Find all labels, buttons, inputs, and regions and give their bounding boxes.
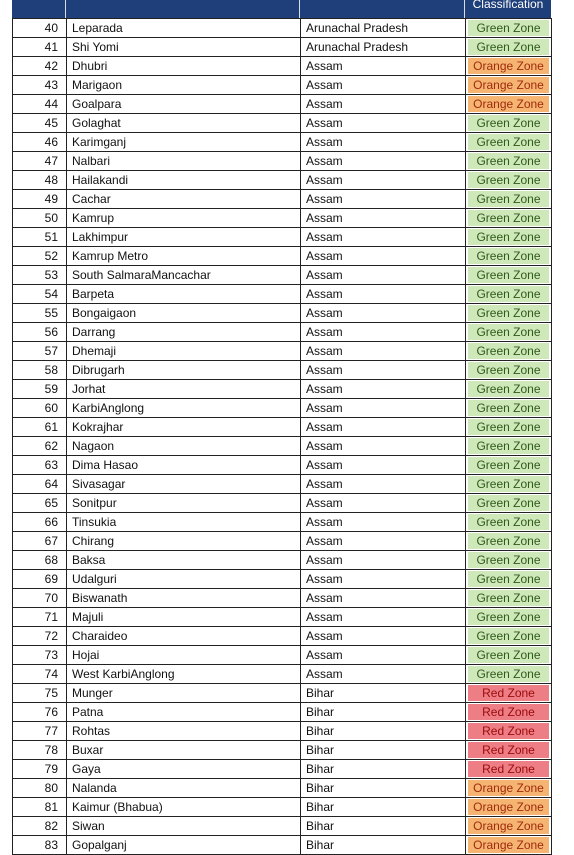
table-row	[13, 646, 552, 665]
zone-badge: Green Zone	[468, 628, 549, 644]
zone-badge: Green Zone	[468, 115, 549, 131]
zone-badge: Green Zone	[468, 362, 549, 378]
zone-badge: Green Zone	[468, 20, 549, 36]
district-name: Barpeta	[67, 285, 301, 304]
zone-cell	[466, 209, 552, 228]
table-row	[13, 209, 552, 228]
zone-badge: Green Zone	[468, 324, 549, 340]
district-name: Nalanda	[67, 779, 301, 798]
zone-badge: Red Zone	[468, 742, 549, 758]
table-row	[13, 456, 552, 475]
state-name: Bihar	[301, 798, 466, 817]
district-name: Tinsukia	[67, 513, 301, 532]
table-row	[13, 741, 552, 760]
state-name: Assam	[301, 380, 466, 399]
state-name: Assam	[301, 171, 466, 190]
zone-badge: Green Zone	[468, 286, 549, 302]
table-row	[13, 627, 552, 646]
table-row	[13, 817, 552, 836]
district-name: Sivasagar	[67, 475, 301, 494]
zone-cell	[466, 684, 552, 703]
table-row	[13, 152, 552, 171]
district-zone-table-page	[12, 0, 551, 855]
zone-cell	[466, 171, 552, 190]
district-name: Udalguri	[67, 570, 301, 589]
row-number: 45	[13, 114, 67, 133]
table-row	[13, 247, 552, 266]
zone-cell	[466, 703, 552, 722]
district-name: Majuli	[67, 608, 301, 627]
zone-badge: Green Zone	[468, 248, 549, 264]
row-number: 64	[13, 475, 67, 494]
table-row	[13, 285, 552, 304]
state-name: Assam	[301, 437, 466, 456]
row-number: 50	[13, 209, 67, 228]
table-row	[13, 171, 552, 190]
zone-cell	[466, 760, 552, 779]
table-row	[13, 532, 552, 551]
zone-badge: Green Zone	[468, 343, 549, 359]
table-row	[13, 570, 552, 589]
zone-badge: Orange Zone	[468, 77, 549, 93]
zone-cell	[466, 570, 552, 589]
row-number: 81	[13, 798, 67, 817]
state-name: Arunachal Pradesh	[301, 38, 466, 57]
row-number: 74	[13, 665, 67, 684]
district-name: Biswanath	[67, 589, 301, 608]
state-name: Arunachal Pradesh	[301, 19, 466, 38]
zone-cell	[466, 247, 552, 266]
state-name: Assam	[301, 133, 466, 152]
district-name: Gopalganj	[67, 836, 301, 855]
zone-cell	[466, 285, 552, 304]
zone-badge: Green Zone	[468, 305, 549, 321]
state-name: Assam	[301, 152, 466, 171]
zone-cell	[466, 323, 552, 342]
table-row	[13, 722, 552, 741]
table-row	[13, 361, 552, 380]
zone-cell	[466, 741, 552, 760]
district-name: KarbiAnglong	[67, 399, 301, 418]
zone-cell	[466, 475, 552, 494]
zone-cell	[466, 342, 552, 361]
row-number: 41	[13, 38, 67, 57]
row-number: 48	[13, 171, 67, 190]
zone-cell	[466, 817, 552, 836]
state-name: Assam	[301, 342, 466, 361]
district-name: Baksa	[67, 551, 301, 570]
state-name: Assam	[301, 475, 466, 494]
zone-badge: Green Zone	[468, 666, 549, 682]
zone-cell	[466, 228, 552, 247]
zone-cell	[466, 608, 552, 627]
row-number: 67	[13, 532, 67, 551]
header-cell-no	[12, 0, 66, 18]
table-row	[13, 228, 552, 247]
state-name: Assam	[301, 361, 466, 380]
zone-badge: Orange Zone	[468, 837, 549, 853]
table-row	[13, 760, 552, 779]
zone-cell	[466, 380, 552, 399]
row-number: 42	[13, 57, 67, 76]
zone-badge: Green Zone	[468, 400, 549, 416]
header-cell-classification: Classification	[465, 0, 551, 18]
row-number: 68	[13, 551, 67, 570]
district-name: Nalbari	[67, 152, 301, 171]
district-name: Jorhat	[67, 380, 301, 399]
table-header-strip	[12, 0, 551, 18]
zone-badge: Green Zone	[468, 39, 549, 55]
table-row	[13, 266, 552, 285]
state-name: Assam	[301, 247, 466, 266]
state-name: Assam	[301, 266, 466, 285]
row-number: 61	[13, 418, 67, 437]
row-number: 77	[13, 722, 67, 741]
row-number: 69	[13, 570, 67, 589]
district-name: Gaya	[67, 760, 301, 779]
table-row	[13, 551, 552, 570]
district-name: Leparada	[67, 19, 301, 38]
district-name: Kokrajhar	[67, 418, 301, 437]
table-row	[13, 418, 552, 437]
header-cell-state	[300, 0, 465, 18]
row-number: 62	[13, 437, 67, 456]
state-name: Bihar	[301, 684, 466, 703]
row-number: 60	[13, 399, 67, 418]
zone-badge: Green Zone	[468, 172, 549, 188]
zone-badge: Green Zone	[468, 533, 549, 549]
zone-cell	[466, 494, 552, 513]
state-name: Assam	[301, 399, 466, 418]
row-number: 46	[13, 133, 67, 152]
table-row	[13, 437, 552, 456]
state-name: Assam	[301, 304, 466, 323]
zone-badge: Green Zone	[468, 647, 549, 663]
zone-cell	[466, 114, 552, 133]
row-number: 49	[13, 190, 67, 209]
row-number: 55	[13, 304, 67, 323]
zone-cell	[466, 437, 552, 456]
state-name: Assam	[301, 551, 466, 570]
row-number: 51	[13, 228, 67, 247]
state-name: Assam	[301, 76, 466, 95]
district-name: Charaideo	[67, 627, 301, 646]
zone-cell	[466, 646, 552, 665]
district-name: Chirang	[67, 532, 301, 551]
zone-cell	[466, 152, 552, 171]
zone-badge: Red Zone	[468, 761, 549, 777]
zone-cell	[466, 456, 552, 475]
zone-badge: Green Zone	[468, 210, 549, 226]
row-number: 79	[13, 760, 67, 779]
row-number: 47	[13, 152, 67, 171]
zone-cell	[466, 399, 552, 418]
district-zone-table	[12, 18, 552, 855]
zone-badge: Green Zone	[468, 457, 549, 473]
zone-badge: Red Zone	[468, 704, 549, 720]
state-name: Assam	[301, 95, 466, 114]
zone-cell	[466, 361, 552, 380]
zone-cell	[466, 532, 552, 551]
zone-cell	[466, 779, 552, 798]
table-row	[13, 114, 552, 133]
district-name: Cachar	[67, 190, 301, 209]
table-row	[13, 76, 552, 95]
zone-badge: Green Zone	[468, 191, 549, 207]
table-row	[13, 19, 552, 38]
table-row	[13, 589, 552, 608]
row-number: 57	[13, 342, 67, 361]
zone-cell	[466, 19, 552, 38]
district-name: Dhemaji	[67, 342, 301, 361]
row-number: 82	[13, 817, 67, 836]
zone-cell	[466, 190, 552, 209]
zone-badge: Green Zone	[468, 229, 549, 245]
district-name: Marigaon	[67, 76, 301, 95]
zone-badge: Orange Zone	[468, 799, 549, 815]
state-name: Assam	[301, 627, 466, 646]
header-cell-district	[66, 0, 300, 18]
row-number: 78	[13, 741, 67, 760]
table-row	[13, 304, 552, 323]
zone-badge: Green Zone	[468, 476, 549, 492]
state-name: Assam	[301, 608, 466, 627]
zone-cell	[466, 722, 552, 741]
state-name: Bihar	[301, 836, 466, 855]
zone-cell	[466, 76, 552, 95]
state-name: Assam	[301, 114, 466, 133]
zone-badge: Orange Zone	[468, 58, 549, 74]
row-number: 76	[13, 703, 67, 722]
row-number: 40	[13, 19, 67, 38]
row-number: 53	[13, 266, 67, 285]
zone-badge: Green Zone	[468, 552, 549, 568]
district-name: Darrang	[67, 323, 301, 342]
row-number: 43	[13, 76, 67, 95]
zone-badge: Green Zone	[468, 381, 549, 397]
state-name: Assam	[301, 228, 466, 247]
row-number: 72	[13, 627, 67, 646]
zone-badge: Green Zone	[468, 153, 549, 169]
table-body	[13, 19, 552, 855]
state-name: Bihar	[301, 817, 466, 836]
zone-cell	[466, 418, 552, 437]
district-name: Dhubri	[67, 57, 301, 76]
zone-badge: Orange Zone	[468, 818, 549, 834]
zone-cell	[466, 589, 552, 608]
district-name: Buxar	[67, 741, 301, 760]
table-row	[13, 779, 552, 798]
district-name: Goalpara	[67, 95, 301, 114]
district-name: Sonitpur	[67, 494, 301, 513]
table-row	[13, 323, 552, 342]
row-number: 54	[13, 285, 67, 304]
district-name: South SalmaraMancachar	[67, 266, 301, 285]
state-name: Assam	[301, 209, 466, 228]
district-name: Golaghat	[67, 114, 301, 133]
state-name: Assam	[301, 589, 466, 608]
state-name: Assam	[301, 494, 466, 513]
zone-cell	[466, 38, 552, 57]
state-name: Assam	[301, 323, 466, 342]
state-name: Assam	[301, 513, 466, 532]
table-row	[13, 684, 552, 703]
table-row	[13, 399, 552, 418]
table-row	[13, 95, 552, 114]
state-name: Bihar	[301, 760, 466, 779]
row-number: 44	[13, 95, 67, 114]
state-name: Bihar	[301, 722, 466, 741]
row-number: 58	[13, 361, 67, 380]
table-row	[13, 133, 552, 152]
table-row	[13, 494, 552, 513]
table-row	[13, 475, 552, 494]
district-name: Siwan	[67, 817, 301, 836]
district-name: Patna	[67, 703, 301, 722]
zone-badge: Green Zone	[468, 571, 549, 587]
district-name: Dibrugarh	[67, 361, 301, 380]
row-number: 66	[13, 513, 67, 532]
row-number: 52	[13, 247, 67, 266]
zone-badge: Orange Zone	[468, 96, 549, 112]
state-name: Assam	[301, 285, 466, 304]
zone-badge: Green Zone	[468, 590, 549, 606]
district-name: Shi Yomi	[67, 38, 301, 57]
state-name: Assam	[301, 57, 466, 76]
district-name: Karimganj	[67, 133, 301, 152]
district-name: Kaimur (Bhabua)	[67, 798, 301, 817]
state-name: Bihar	[301, 779, 466, 798]
table-row	[13, 190, 552, 209]
table-row	[13, 380, 552, 399]
row-number: 70	[13, 589, 67, 608]
zone-badge: Green Zone	[468, 514, 549, 530]
district-name: Hojai	[67, 646, 301, 665]
state-name: Assam	[301, 190, 466, 209]
state-name: Assam	[301, 532, 466, 551]
table-row	[13, 38, 552, 57]
zone-cell	[466, 551, 552, 570]
row-number: 63	[13, 456, 67, 475]
district-name: Kamrup Metro	[67, 247, 301, 266]
district-name: West KarbiAnglong	[67, 665, 301, 684]
district-name: Lakhimpur	[67, 228, 301, 247]
row-number: 59	[13, 380, 67, 399]
zone-cell	[466, 95, 552, 114]
zone-badge: Green Zone	[468, 438, 549, 454]
state-name: Assam	[301, 646, 466, 665]
row-number: 83	[13, 836, 67, 855]
zone-cell	[466, 627, 552, 646]
zone-badge: Orange Zone	[468, 780, 549, 796]
state-name: Assam	[301, 570, 466, 589]
row-number: 73	[13, 646, 67, 665]
state-name: Bihar	[301, 741, 466, 760]
district-name: Rohtas	[67, 722, 301, 741]
table-row	[13, 703, 552, 722]
zone-badge: Green Zone	[468, 419, 549, 435]
row-number: 65	[13, 494, 67, 513]
zone-badge: Red Zone	[468, 685, 549, 701]
row-number: 80	[13, 779, 67, 798]
zone-cell	[466, 798, 552, 817]
district-name: Bongaigaon	[67, 304, 301, 323]
state-name: Assam	[301, 456, 466, 475]
district-name: Hailakandi	[67, 171, 301, 190]
zone-cell	[466, 133, 552, 152]
row-number: 56	[13, 323, 67, 342]
zone-badge: Green Zone	[468, 609, 549, 625]
district-name: Dima Hasao	[67, 456, 301, 475]
row-number: 75	[13, 684, 67, 703]
table-row	[13, 513, 552, 532]
state-name: Assam	[301, 665, 466, 684]
zone-badge: Green Zone	[468, 134, 549, 150]
row-number: 71	[13, 608, 67, 627]
zone-cell	[466, 665, 552, 684]
district-name: Nagaon	[67, 437, 301, 456]
zone-cell	[466, 304, 552, 323]
state-name: Assam	[301, 418, 466, 437]
zone-badge: Green Zone	[468, 267, 549, 283]
table-row	[13, 608, 552, 627]
zone-badge: Green Zone	[468, 495, 549, 511]
zone-badge: Red Zone	[468, 723, 549, 739]
zone-cell	[466, 57, 552, 76]
district-name: Kamrup	[67, 209, 301, 228]
table-row	[13, 342, 552, 361]
zone-cell	[466, 266, 552, 285]
state-name: Bihar	[301, 703, 466, 722]
table-row	[13, 665, 552, 684]
district-name: Munger	[67, 684, 301, 703]
zone-cell	[466, 513, 552, 532]
table-row	[13, 57, 552, 76]
table-row	[13, 798, 552, 817]
